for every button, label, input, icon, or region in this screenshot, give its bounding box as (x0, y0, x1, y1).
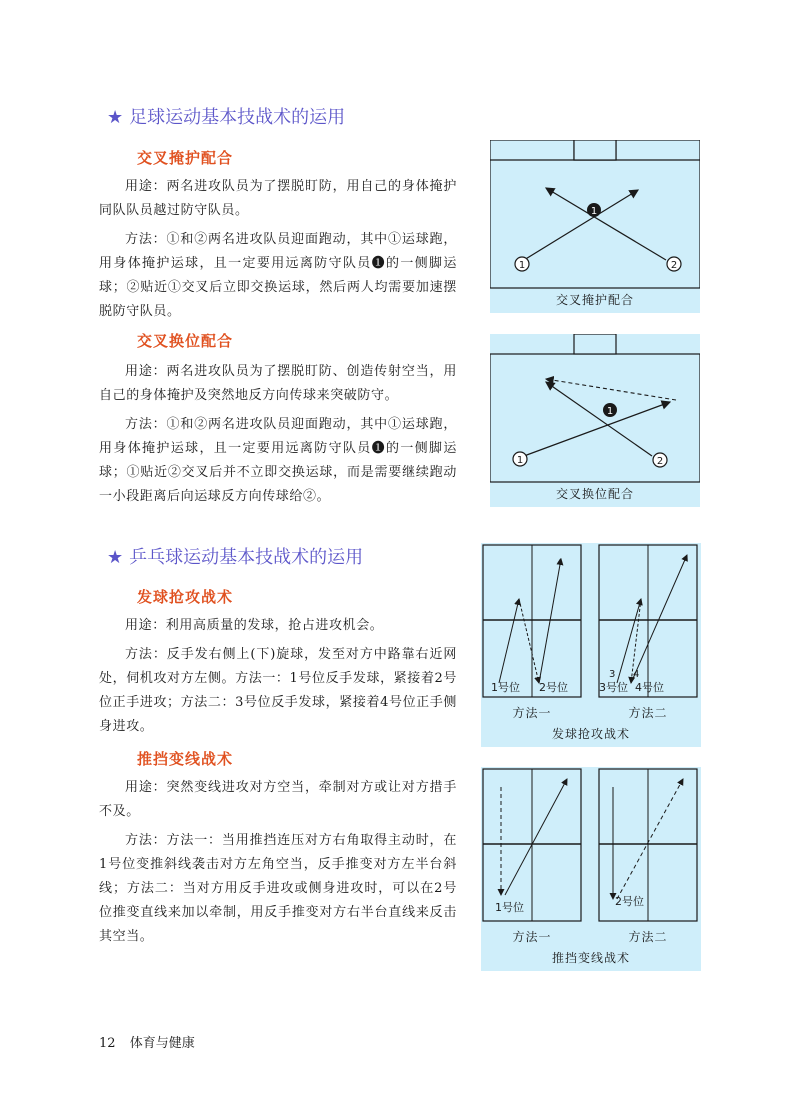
svg-text:1号位: 1号位 (491, 681, 520, 694)
cross-cover-method: 方法：①和②两名进攻队员迎面跑动，其中①运球跑，用身体掩护运球，且一定要用远离防守队员❶的一侧脚运球；②贴近①交叉后立即交换运球，然后两人均需要加速摆脱防守队员。 (99, 232, 457, 319)
push-change-use: 用途：突然变线进攻对方空当，牵制对方或让对方措手不及。 (99, 780, 457, 819)
serve-attack-method: 方法：反手发右侧上(下)旋球，发至对方中路靠右近网处，伺机攻对方左侧。方法一：1号位反手发球，紧接着2号位正手进攻；方法二：3号位反手发球，紧接着4号位正手侧身进攻。 (99, 647, 457, 734)
svg-text:1: 1 (518, 260, 526, 271)
svg-text:1: 1 (590, 206, 598, 217)
table-method-1 (483, 545, 581, 697)
push-change-text (99, 776, 457, 949)
push-change-caption: 推挡变线战术 (551, 951, 630, 965)
push-method-2-label: 方法二 (628, 930, 668, 944)
star-icon: ★ (107, 107, 124, 128)
svg-text:1: 1 (606, 406, 614, 417)
cross-switch-text (99, 360, 457, 509)
pingpong-heading: ★ 乒乓球运动基本技战术的运用 (107, 547, 364, 568)
svg-text:4: 4 (633, 669, 640, 680)
cross-switch-caption: 交叉换位配合 (555, 487, 634, 501)
defender-marker (603, 403, 617, 417)
serve-method-2-label: 方法二 (628, 706, 668, 720)
table-method-1 (483, 769, 581, 921)
cross-cover-diagram (490, 140, 700, 313)
serve-attack-text (99, 614, 457, 739)
svg-text:3号位: 3号位 (599, 681, 628, 694)
page-footer (99, 1032, 195, 1051)
svg-text:2号位: 2号位 (615, 895, 644, 908)
cross-switch-diagram (490, 334, 700, 507)
cross-cover-use: 用途：两名进攻队员为了摆脱盯防，用自己的身体掩护同队队员越过防守队员。 (99, 179, 457, 218)
cross-cover-caption: 交叉掩护配合 (555, 293, 634, 307)
svg-text:2: 2 (656, 456, 664, 467)
attacker-2-marker (653, 453, 667, 467)
cross-cover-figure (490, 140, 700, 313)
page-number: 12 (99, 1036, 116, 1051)
book-title: 体育与健康 (129, 1036, 195, 1051)
soccer-heading: ★ 足球运动基本技战术的运用 (107, 107, 346, 128)
svg-text:4号位: 4号位 (635, 681, 664, 694)
table-method-2 (599, 769, 697, 921)
serve-attack-caption: 发球抢攻战术 (551, 727, 630, 741)
defender-marker (587, 203, 601, 217)
push-method-1-label: 方法一 (512, 930, 552, 944)
cross-switch-use: 用途：两名进攻队员为了摆脱盯防、创造传射空当，用自己的身体掩护及突然地反方向传球来突破防守。 (99, 364, 457, 403)
attacker-1-marker (515, 257, 529, 271)
svg-text:4: 4 (557, 558, 563, 568)
push-change-method: 方法：方法一：当用推挡连压对方右角取得主动时，在1号位变推斜线袭击对方左角空当，反手推变对方左半台斜线；方法二：当对方用反手进攻或侧身进攻时，可以在2号位推变直线来加以牵制，用反手推变对方右半台直线来反击其空当。 (99, 833, 457, 944)
cross-switch-title: 交叉换位配合 (137, 332, 234, 350)
attacker-1-marker (513, 452, 527, 466)
table-method-2 (599, 545, 697, 697)
svg-text:3: 3 (609, 669, 616, 680)
serve-method-1-label: 方法一 (512, 706, 552, 720)
svg-text:2: 2 (670, 260, 678, 271)
serve-attack-use: 用途：利用高质量的发球，抢占进攻机会。 (125, 618, 384, 633)
cross-switch-figure (490, 334, 700, 507)
goal-box (574, 334, 616, 354)
push-change-title: 推挡变线战术 (137, 750, 234, 768)
cross-cover-title: 交叉掩护配合 (137, 149, 234, 167)
star-icon: ★ (107, 547, 124, 568)
cross-cover-text (99, 175, 457, 324)
attacker-2-marker (667, 257, 681, 271)
push-change-figure (481, 767, 701, 971)
serve-attack-title: 发球抢攻战术 (137, 588, 234, 606)
cross-switch-method: 方法：①和②两名进攻队员迎面跑动，其中①运球跑，用身体掩护运球，且一定要用远离防守队员❶的一侧脚运球；①贴近②交叉后并不立即交换运球，而是需要继续跑动一小段距离后向运球反方向传球给②。 (99, 417, 457, 504)
svg-text:1: 1 (516, 455, 524, 466)
svg-text:1号位: 1号位 (495, 901, 524, 914)
serve-attack-figure (481, 543, 701, 747)
svg-text:2号位: 2号位 (539, 681, 568, 694)
